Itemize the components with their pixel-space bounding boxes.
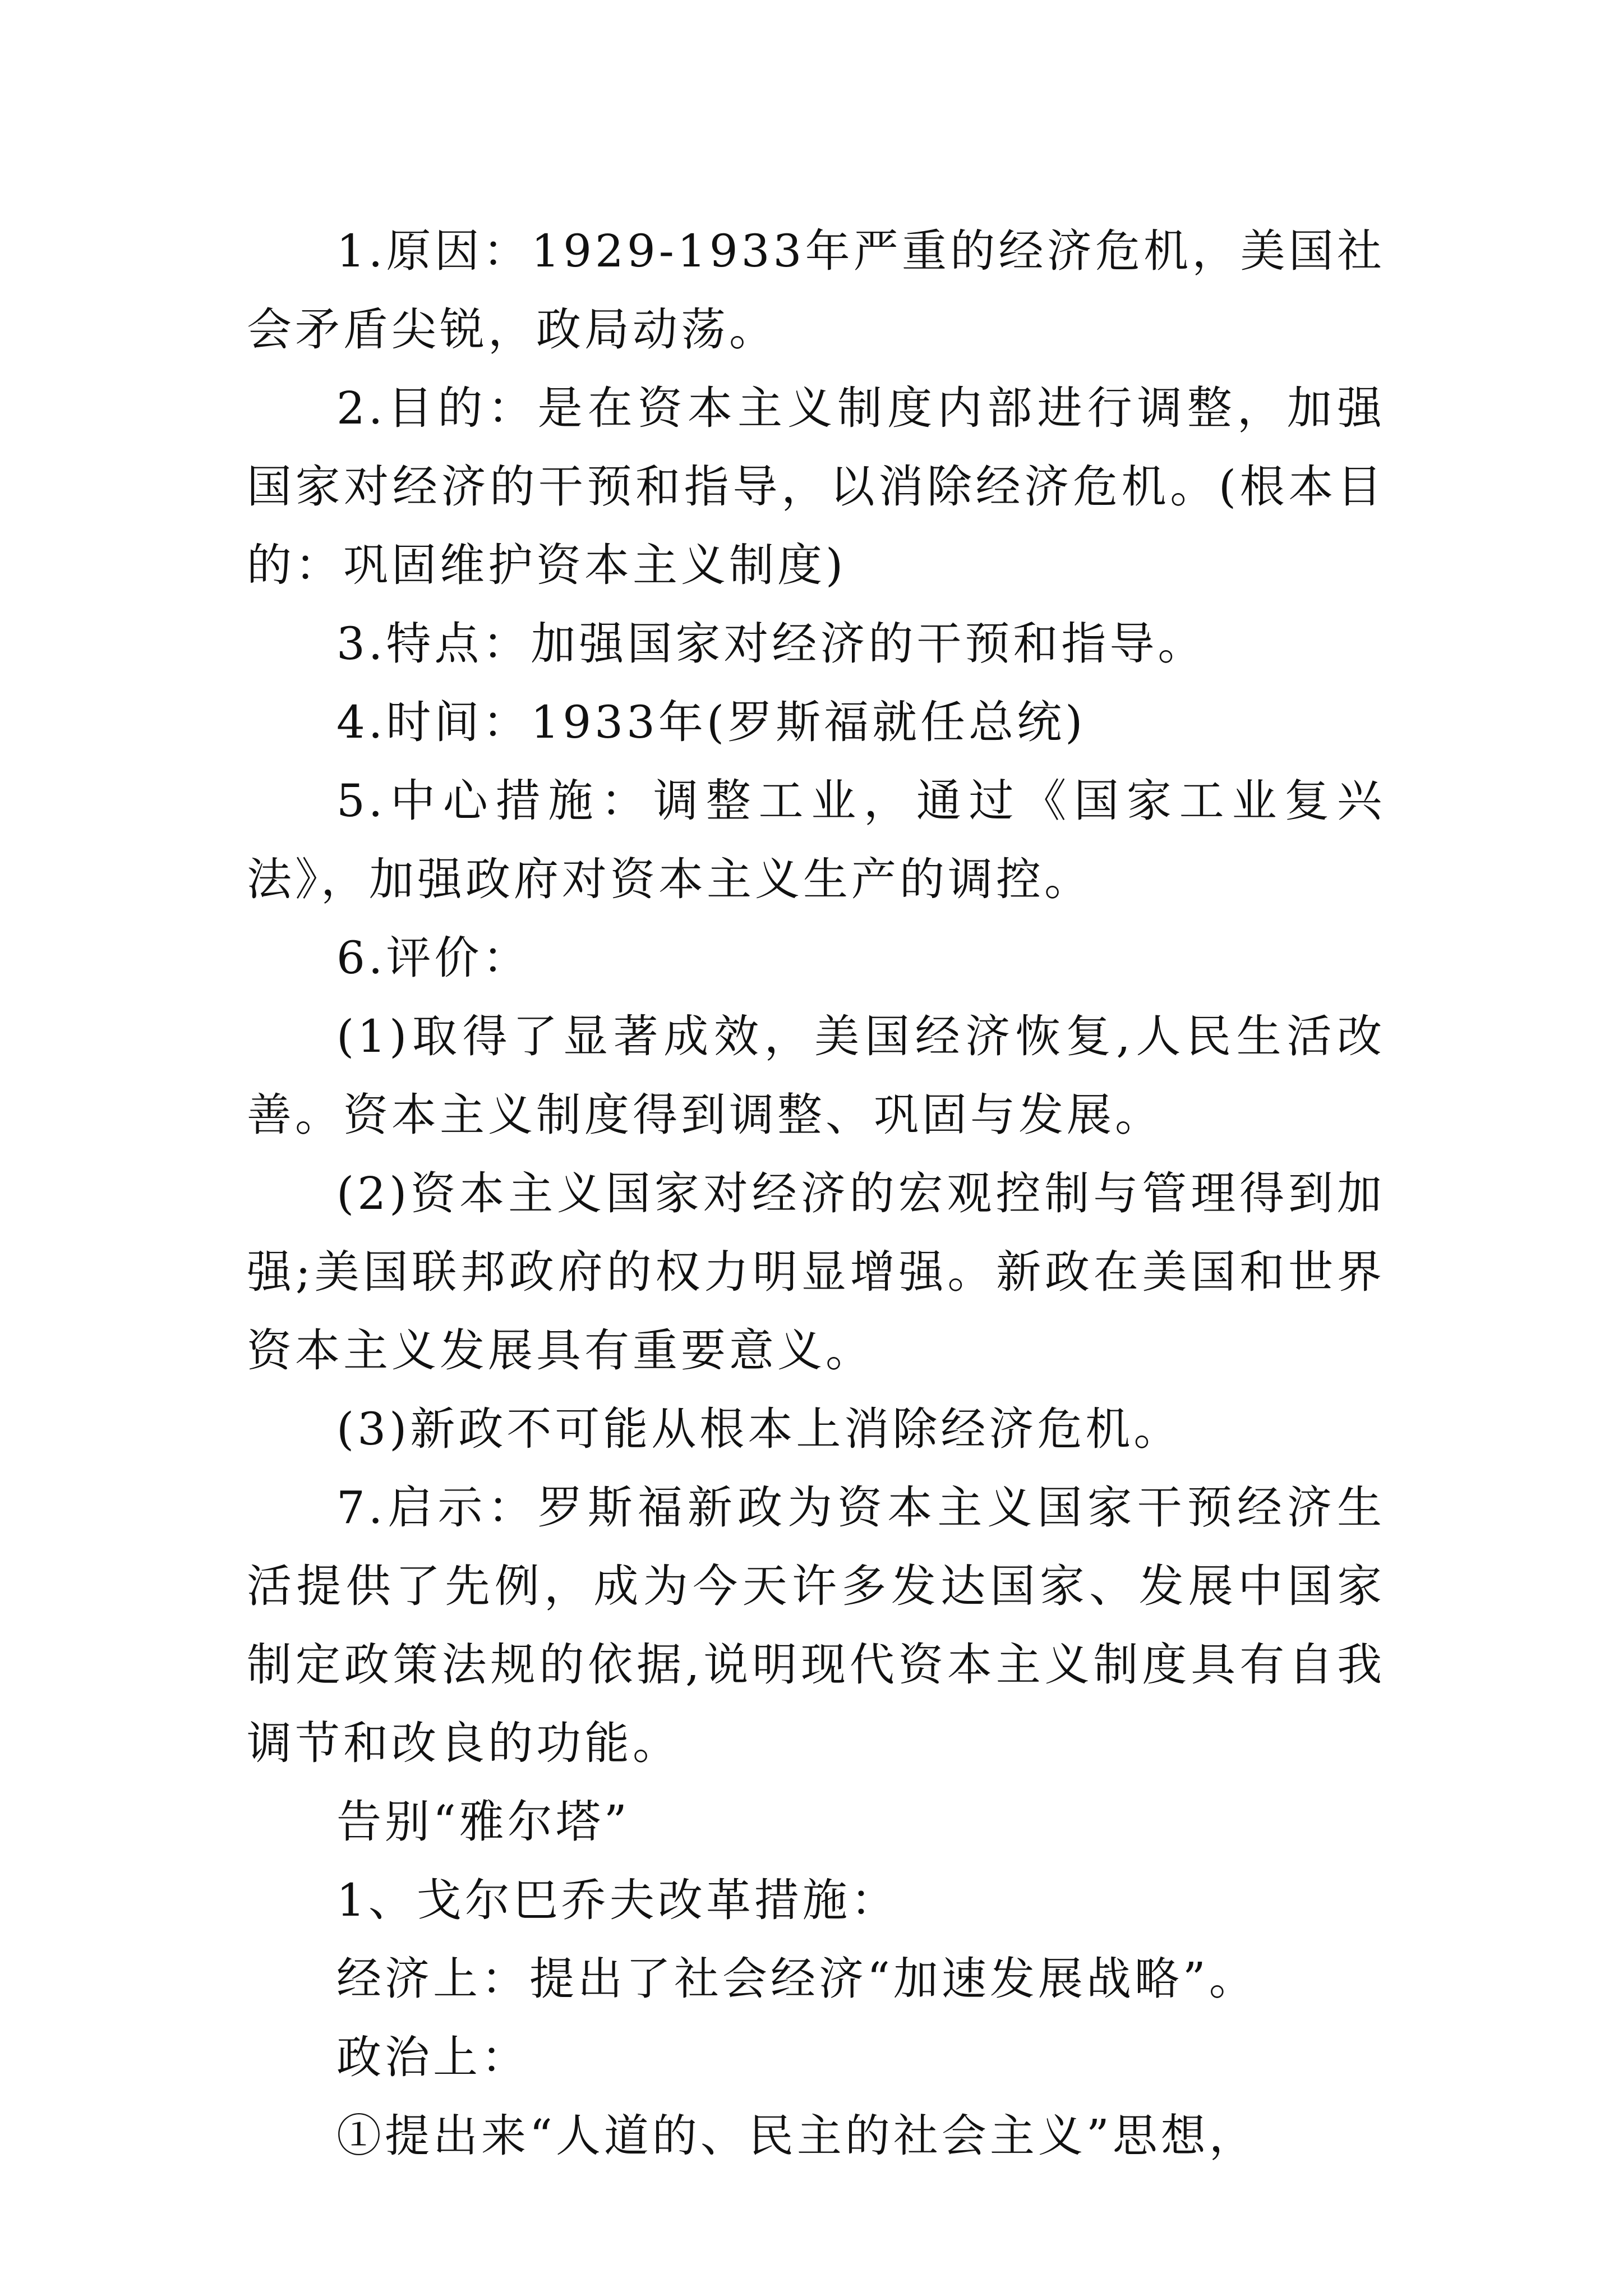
paragraph-purpose: 2.目的：是在资本主义制度内部进行调整，加强国家对经济的干预和指导，以消除经济危机。(根本目的：巩固维护资本主义制度) [247,382,1385,591]
paragraph-causes: 1.原因：1929-1933年严重的经济危机，美国社会矛盾尖锐，政局动荡。 [247,225,1385,356]
paragraph-gorbachev-measures: 1、戈尔巴乔夫改革措施： [336,1874,899,1926]
paragraph-evaluation-1: (1)取得了显著成效，美国经济恢复,人民生活改善。资本主义制度得到调整、巩固与发展。 [247,1010,1385,1141]
document-body [247,212,1385,2175]
paragraph-political-1: ①提出来“人道的、民主的社会主义”思想， [336,2110,1257,2162]
paragraph-evaluation-3: (3)新政不可能从根本上消除经济危机。 [336,1403,1182,1455]
paragraph-evaluation-heading: 6.评价： [336,932,531,984]
paragraph-time: 4.时间：1933年(罗斯福就任总统) [336,696,1086,748]
paragraph-inspiration: 7.启示：罗斯福新政为资本主义国家干预经济生活提供了先例，成为今天许多发达国家、发展中国家制定政策法规的依据,说明现代资本主义制度具有自我调节和改良的功能。 [247,1481,1385,1769]
paragraph-evaluation-2: (2)资本主义国家对经济的宏观控制与管理得到加强;美国联邦政府的权力明显增强。新政在美国和世界资本主义发展具有重要意义。 [247,1167,1385,1377]
paragraph-features: 3.特点：加强国家对经济的干预和指导。 [336,618,1206,670]
paragraph-central-measure: 5.中心措施：调整工业，通过《国家工业复兴法》，加强政府对资本主义生产的调控。 [247,775,1385,905]
section-heading-yalta: 告别“雅尔塔” [336,1796,630,1848]
paragraph-political: 政治上： [336,2031,529,2083]
paragraph-economic: 经济上：提出了社会经济“加速发展战略”。 [336,1953,1257,2005]
